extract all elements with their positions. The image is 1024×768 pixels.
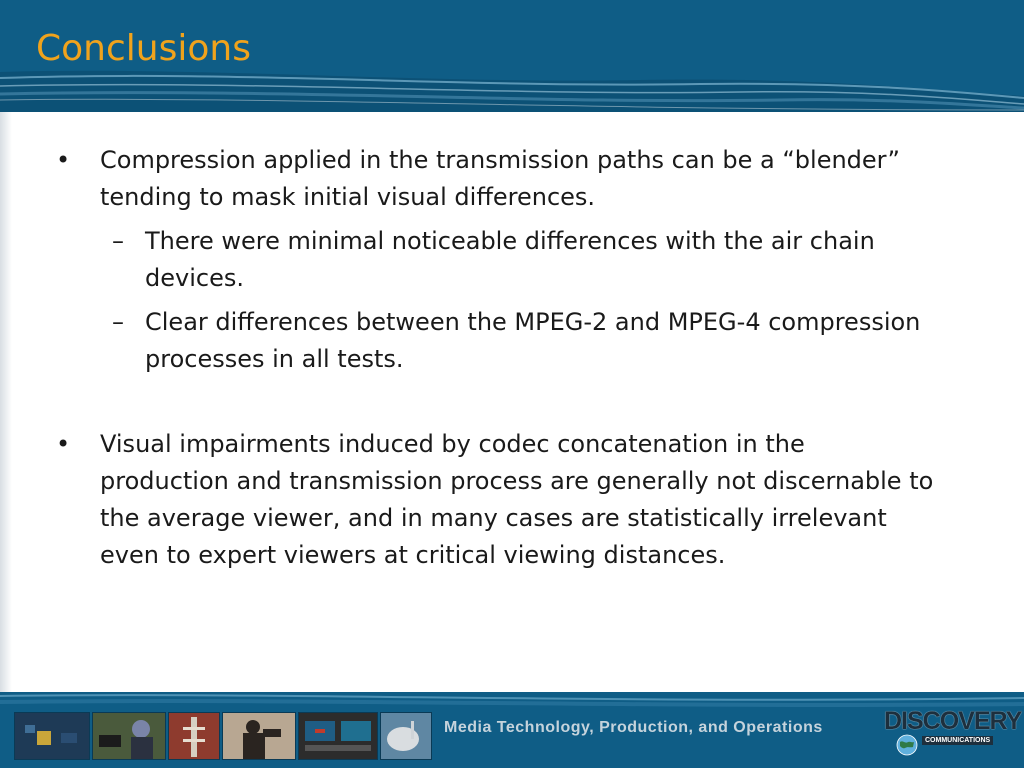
logo-subtitle: COMMUNICATIONS [922,736,993,745]
bullet-text: Visual impairments induced by codec concatenation in the production and transmission process are generally not discernable to the average viewer, and in many cases are statistically irrelevant even to expert viewers at critical viewing distances. [100,430,934,569]
logo-wordmark: DISCOVERY [884,707,1022,735]
transmission-tower-photo-icon [168,712,220,760]
sub-bullet-text: There were minimal noticeable differences with the air chain devices. [145,227,875,292]
satellite-dish-photo-icon [380,712,432,760]
dark-blue-photo-icon [14,712,90,760]
monitors-photo-icon [298,712,378,760]
slide-title: Conclusions [36,28,251,69]
sub-bullet-item [56,304,936,378]
discovery-logo [884,707,1022,760]
bullet-list [56,142,936,574]
bullet-marker: • [56,430,71,458]
bullet-marker: • [56,146,71,174]
silhouette-photo-icon [222,712,296,760]
camera-operator-photo-icon [92,712,166,760]
sub-bullet-item [56,223,936,297]
bullet-item [56,426,936,574]
slide-footer [0,692,1024,768]
left-edge-shadow [0,112,12,692]
slide-header [0,0,1024,112]
bullet-item [56,142,936,216]
bullet-text: Compression applied in the transmission paths can be a “blender” tending to mask initial visual differences. [100,146,900,211]
sub-bullet-text: Clear differences between the MPEG-2 and MPEG-4 compression processes in all tests. [145,308,921,373]
globe-icon [896,734,918,756]
sub-bullet-marker: – [112,308,124,336]
footer-caption: Media Technology, Production, and Operations [444,719,823,736]
sub-bullet-marker: – [112,227,124,255]
